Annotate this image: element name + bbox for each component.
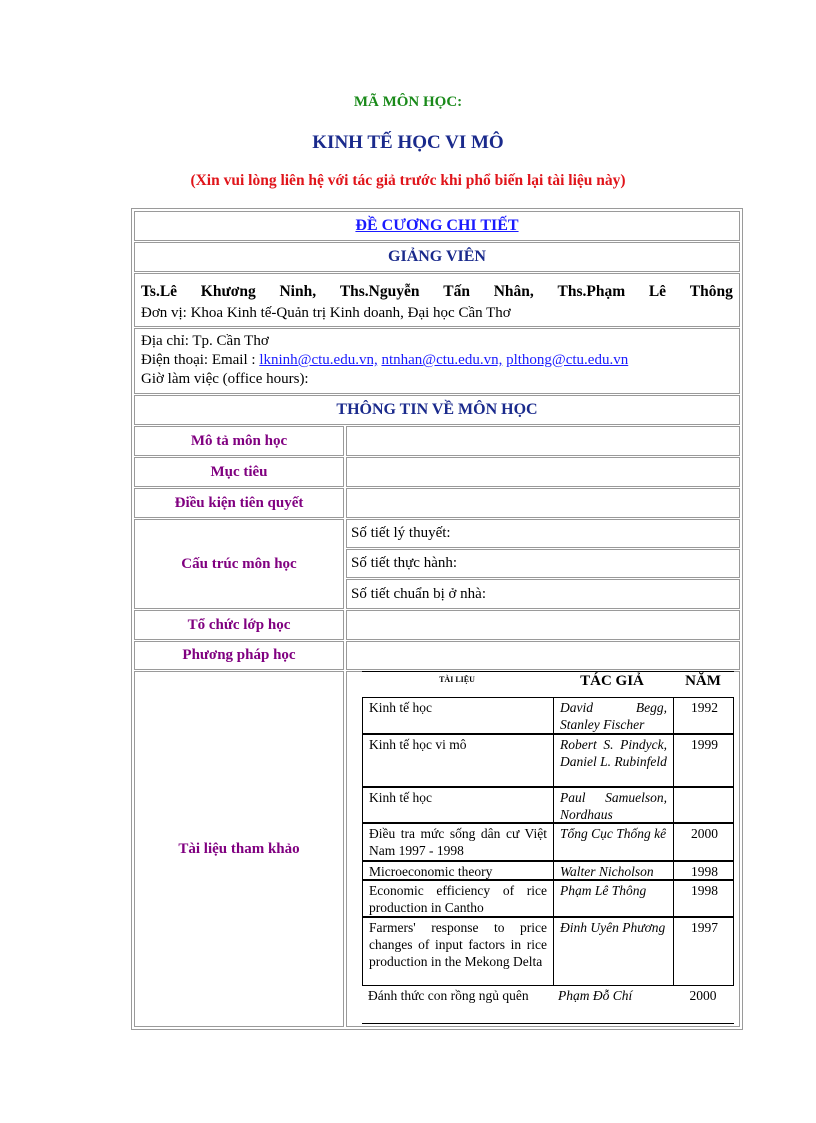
reference-row	[362, 917, 734, 986]
lecturer-name-word: Nhân,	[493, 283, 534, 300]
reference-title: Điều tra mức sống dân cư Việt Nam 1997 - 1998	[369, 826, 547, 858]
reference-year	[673, 788, 735, 822]
lecturer-names	[141, 283, 733, 301]
reference-row	[362, 734, 734, 787]
reference-title: Economic efficiency of rice production in Cantho	[369, 883, 547, 915]
phone-email-label: Điện thoại: Email :	[141, 352, 256, 368]
reference-year: 1997	[673, 918, 735, 985]
header-document: TÀI LIỆU	[439, 675, 475, 684]
structure-label: Cấu trúc môn học	[134, 519, 344, 609]
reference-row	[362, 697, 734, 734]
lecturer-name-word: Lê	[648, 283, 667, 300]
distribution-notice: (Xin vui lòng liên hệ với tác giả trước khi phổ biến lại tài liệu này)	[190, 172, 626, 189]
outline-heading-link[interactable]: ĐỀ CƯƠNG CHI TIẾT	[355, 217, 519, 234]
lecturer-name-word: Ths.Phạm	[557, 283, 626, 300]
lecturer-heading: GIẢNG VIÊN	[134, 242, 740, 272]
reference-title: Kinh tế học vi mô	[369, 737, 467, 752]
phone-email-line	[141, 351, 628, 370]
email-link-nhan[interactable]: ntnhan@ctu.edu.vn,	[381, 352, 503, 368]
office-hours-text: Giờ làm việc (office hours):	[141, 371, 309, 387]
objective-label: Mục tiêu	[134, 457, 344, 487]
structure-homework: Số tiết chuẩn bị ở nhà:	[346, 579, 740, 609]
organization-label: Tổ chức lớp học	[134, 610, 344, 640]
reference-row	[362, 986, 734, 1024]
reference-year: 1998	[673, 881, 735, 916]
references-label: Tài liệu tham khảo	[134, 671, 344, 1027]
method-label: Phương pháp học	[134, 641, 344, 670]
reference-year: 2000	[673, 824, 735, 860]
structure-practice: Số tiết thực hành:	[346, 549, 740, 578]
lecturer-name-word: Ts.Lê	[141, 283, 178, 300]
course-code-label: MÃ MÔN HỌC:	[353, 94, 463, 110]
reference-row	[362, 823, 734, 861]
lecturer-name-word: Ths.Nguyễn	[339, 283, 420, 300]
reference-author: Paul Samuelson, Nordhaus	[553, 788, 673, 822]
reference-year: 2000	[689, 988, 717, 1003]
unit-text: Đơn vị: Khoa Kinh tế-Quản trị Kinh doanh, Đại học Cần Thơ	[141, 305, 511, 321]
reference-title: Microeconomic theory	[369, 864, 493, 879]
lecturer-name-word: Thông	[689, 283, 733, 300]
contact-cell	[134, 328, 740, 394]
reference-year: 1992	[673, 698, 735, 733]
address-text: Địa chỉ: Tp. Cần Thơ	[141, 333, 269, 349]
course-title: KINH TẾ HỌC VI MÔ	[312, 132, 504, 153]
syllabus-table	[131, 208, 743, 1030]
email-link-ninh[interactable]: lkninh@ctu.edu.vn,	[259, 352, 378, 368]
prerequisite-value	[346, 488, 740, 518]
organization-value	[346, 610, 740, 640]
reference-author: David Begg, Stanley Fischer	[553, 698, 673, 733]
prerequisite-label: Điều kiện tiên quyết	[134, 488, 344, 518]
reference-row	[362, 861, 734, 880]
lecturer-info-cell	[134, 273, 740, 327]
lecturer-name-word: Tấn	[443, 283, 470, 300]
reference-title: Đánh thức con rồng ngủ quên	[368, 988, 529, 1003]
reference-author: Phạm Đỗ Chí	[558, 988, 633, 1003]
reference-author: Robert S. Pindyck, Daniel L. Rubinfeld	[553, 735, 673, 786]
lecturer-name-word: Ninh,	[279, 283, 317, 300]
reference-author: Tổng Cục Thống kê	[553, 824, 673, 860]
reference-author: Walter Nicholson	[553, 862, 673, 879]
outline-heading-row	[134, 211, 740, 241]
email-link-thong[interactable]: plthong@ctu.edu.vn	[506, 352, 629, 368]
objective-value	[346, 457, 740, 487]
reference-title: Kinh tế học	[369, 700, 432, 715]
structure-theory: Số tiết lý thuyết:	[346, 519, 740, 548]
references-header	[362, 671, 734, 694]
lecturer-name-word: Khương	[200, 283, 256, 300]
method-value	[346, 641, 740, 670]
reference-row	[362, 787, 734, 823]
header-year: NĂM	[685, 673, 721, 689]
reference-title: Farmers' response to price changes of input factors in rice production in the Mekong Delta	[369, 920, 547, 969]
reference-year: 1998	[673, 862, 735, 879]
reference-year: 1999	[673, 735, 735, 786]
description-label: Mô tả môn học	[134, 426, 344, 456]
reference-author: Phạm Lê Thông	[553, 881, 673, 916]
header-author: TÁC GIẢ	[580, 673, 644, 689]
course-info-heading: THÔNG TIN VỀ MÔN HỌC	[134, 395, 740, 425]
description-value	[346, 426, 740, 456]
reference-title: Kinh tế học	[369, 790, 432, 805]
reference-row	[362, 880, 734, 917]
reference-author: Đinh Uyên Phương	[553, 918, 673, 985]
